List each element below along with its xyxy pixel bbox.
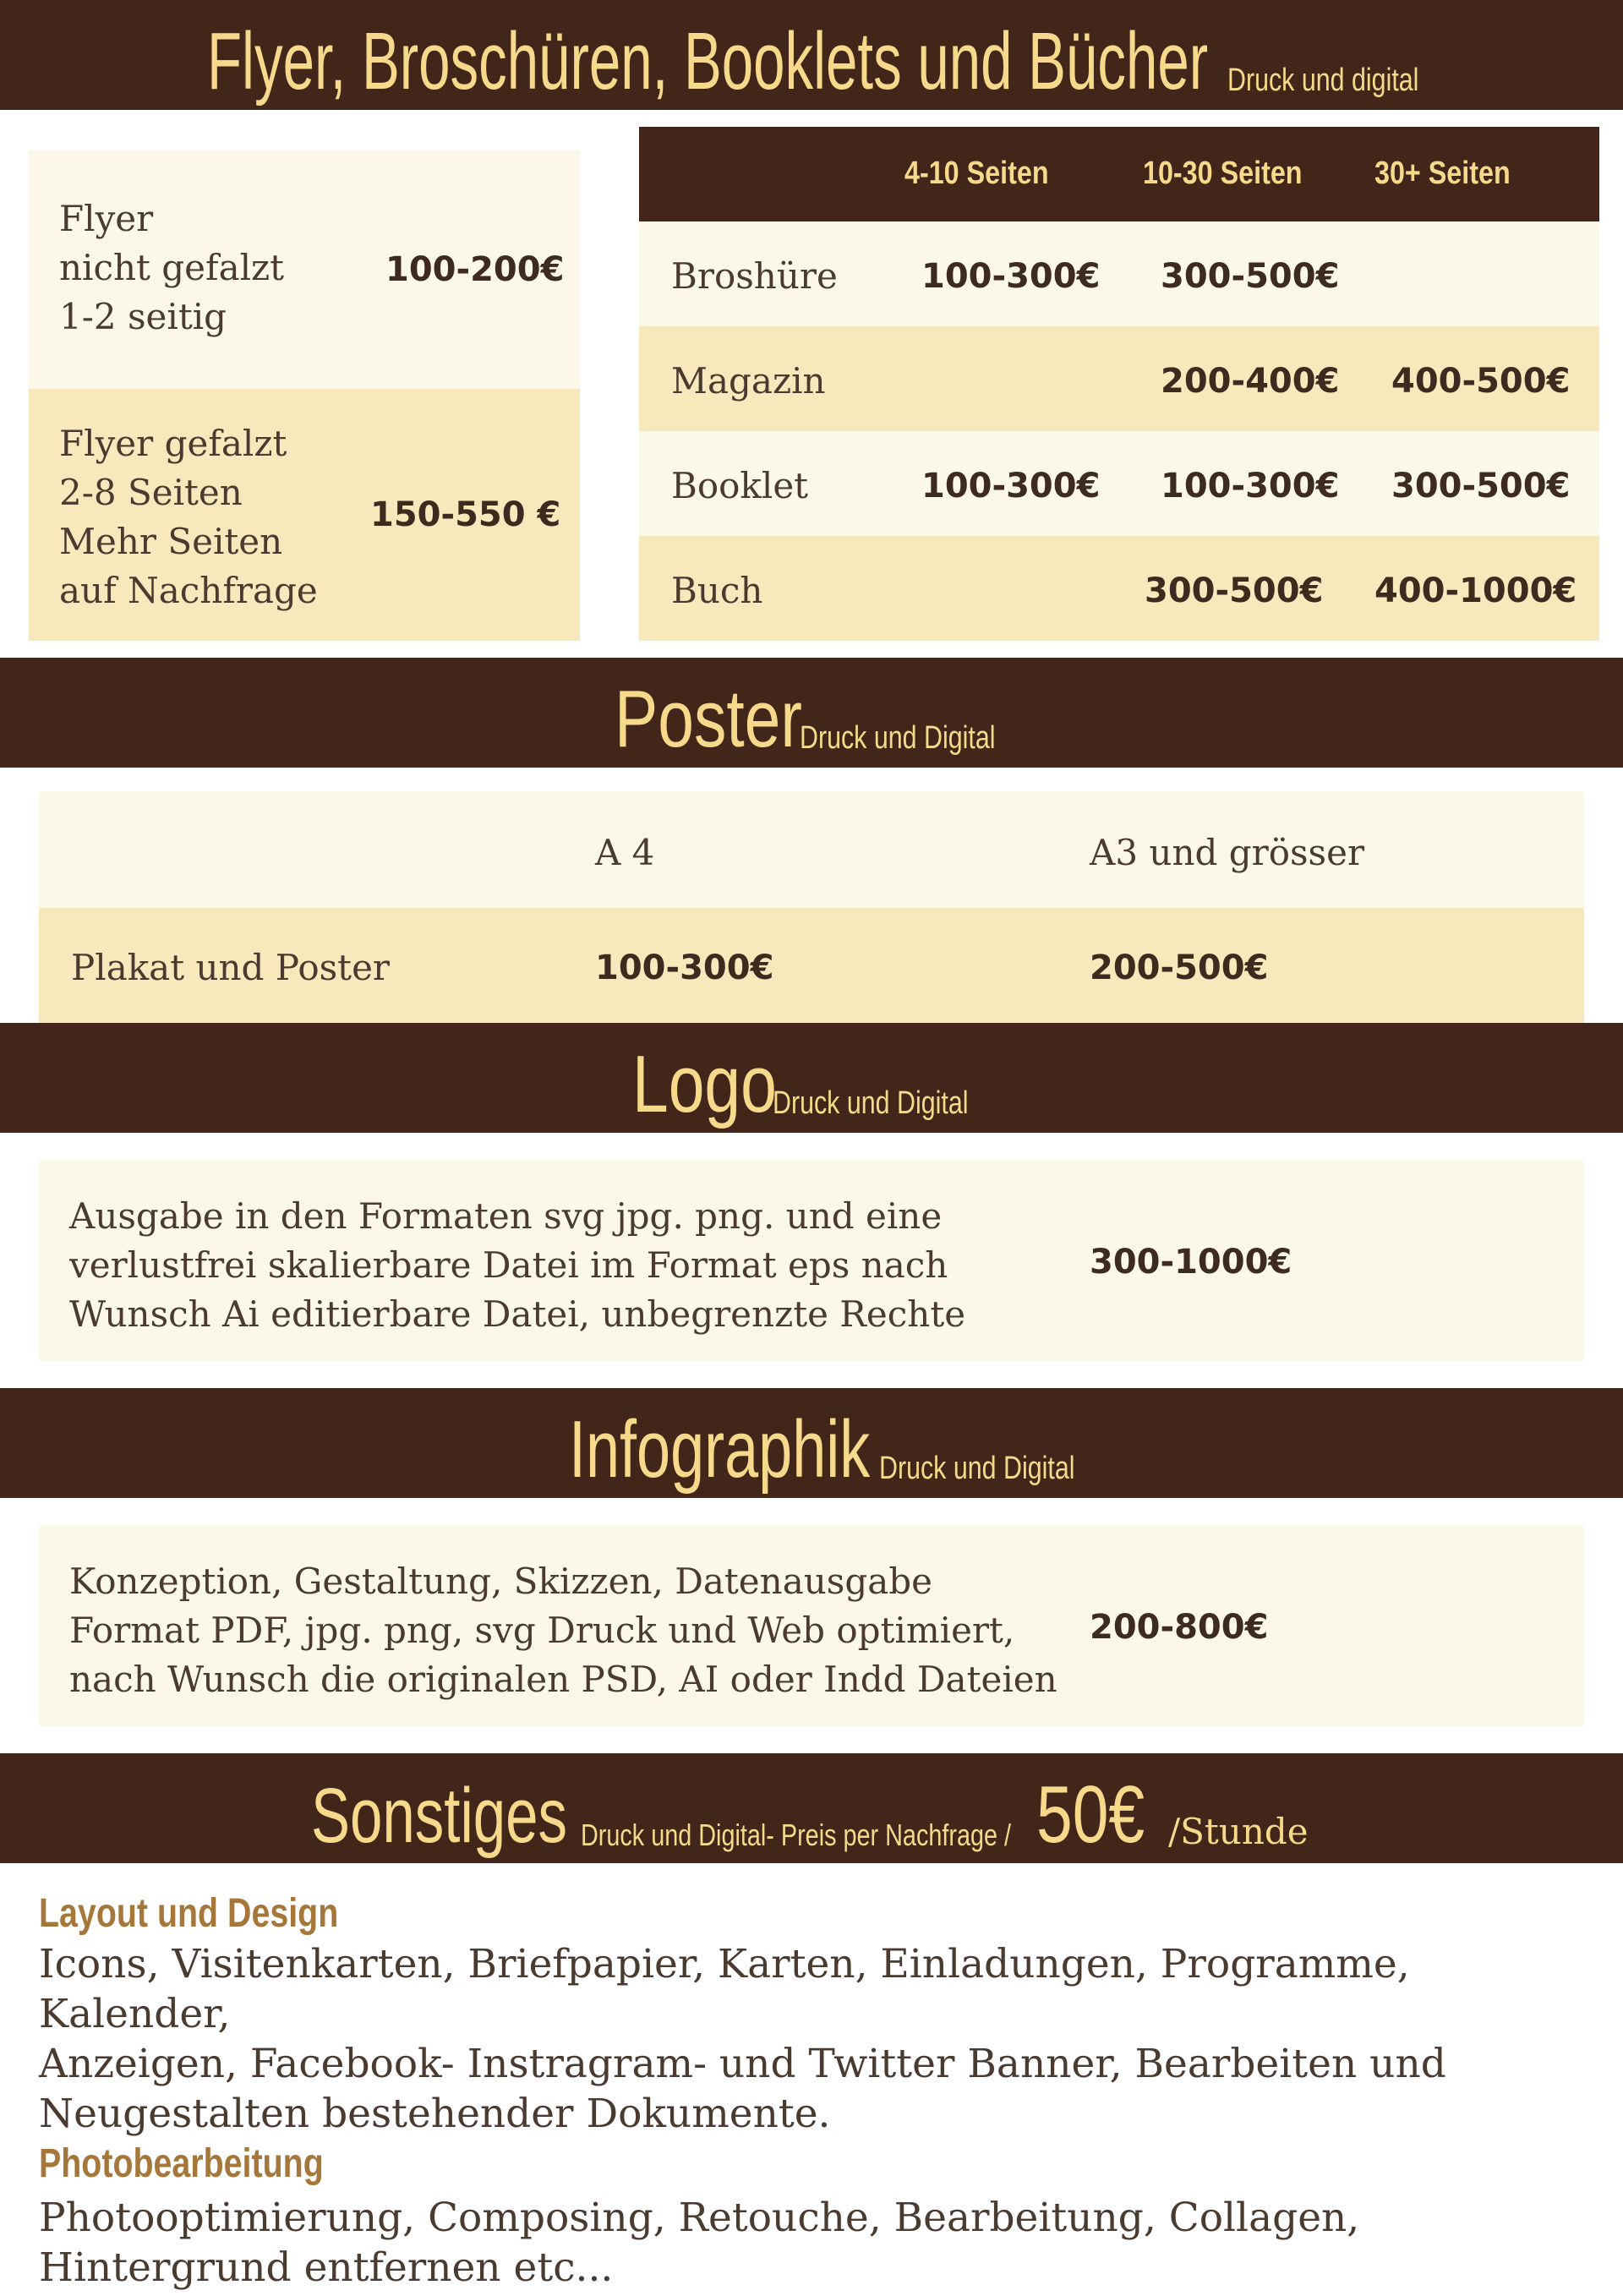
section-title: Logo bbox=[632, 1039, 777, 1129]
flyer-line: Mehr Seiten bbox=[59, 521, 283, 562]
flyer-price: 100-200€ bbox=[385, 250, 565, 289]
poster-price-a3: 200-500€ bbox=[1090, 948, 1269, 987]
logo-line: verlustfrei skalierbare Datei im Format eps nach bbox=[69, 1244, 948, 1286]
info-box bbox=[39, 1525, 1584, 1726]
cell-c2: 300-500€ bbox=[1161, 257, 1340, 296]
table-row bbox=[639, 221, 1599, 326]
flyer-price: 150-550 € bbox=[370, 495, 561, 534]
poster-row-label: Plakat und Poster bbox=[71, 947, 390, 988]
poster-col-a4: A 4 bbox=[595, 832, 655, 873]
section-subtitle: Druck und digital bbox=[1227, 63, 1419, 98]
poster-price-a4: 100-300€ bbox=[595, 948, 774, 987]
flyer-line: Flyer bbox=[59, 198, 154, 239]
header-10-30: 10-30 Seiten bbox=[1143, 156, 1303, 191]
book-table bbox=[639, 127, 1599, 641]
flyer-row-1 bbox=[29, 150, 580, 389]
hourly-rate-unit: /Stunde bbox=[1168, 1811, 1309, 1852]
row-label: Broshüre bbox=[671, 255, 838, 297]
section-header-sonstiges bbox=[0, 1753, 1623, 1863]
section-title: Poster bbox=[615, 674, 802, 764]
logo-box bbox=[39, 1160, 1584, 1361]
misc-heading-layout: Layout und Design bbox=[39, 1891, 339, 1936]
misc-line: Hintergrund entfernen etc... bbox=[39, 2244, 614, 2291]
row-label: Booklet bbox=[671, 465, 809, 506]
cell-c1: 100-300€ bbox=[921, 257, 1101, 296]
section-subtitle: Druck und Digital bbox=[800, 720, 996, 756]
section-header-logo bbox=[0, 1023, 1623, 1133]
logo-line: Ausgabe in den Formaten svg jpg. png. und eine bbox=[69, 1195, 943, 1237]
flyer-line: 1-2 seitig bbox=[59, 296, 227, 337]
section-subtitle: Druck und Digital- Preis per Nachfrage / bbox=[581, 1818, 1012, 1852]
cell-c2: 200-400€ bbox=[1161, 362, 1340, 401]
cell-c3: 400-1000€ bbox=[1374, 571, 1577, 610]
section-header-poster bbox=[0, 658, 1623, 768]
misc-section bbox=[39, 1890, 1603, 2293]
flyer-line: 2-8 Seiten bbox=[59, 472, 243, 513]
section-subtitle: Druck und Digital bbox=[879, 1451, 1075, 1486]
section-title: Sonstiges bbox=[311, 1773, 568, 1859]
misc-line: Neugestalten bestehender Dokumente. bbox=[39, 2091, 831, 2137]
flyer-line: nicht gefalzt bbox=[59, 247, 285, 288]
cell-c2: 100-300€ bbox=[1161, 467, 1340, 506]
header-30plus: 30+ Seiten bbox=[1374, 156, 1511, 191]
header-4-10: 4-10 Seiten bbox=[904, 156, 1049, 191]
misc-heading-photo: Photobearbeitung bbox=[39, 2141, 324, 2186]
cell-c1: 100-300€ bbox=[921, 467, 1101, 506]
info-line: Konzeption, Gestaltung, Skizzen, Datenausgabe bbox=[69, 1561, 933, 1602]
hourly-rate: 50€ bbox=[1036, 1769, 1145, 1860]
logo-price: 300-1000€ bbox=[1090, 1243, 1292, 1282]
logo-line: Wunsch Ai editierbare Datei, unbegrenzte Rechte bbox=[69, 1293, 966, 1335]
flyer-row-2 bbox=[29, 389, 580, 641]
cell-c2: 300-500€ bbox=[1145, 571, 1324, 610]
info-line: Format PDF, jpg. png, svg Druck und Web optimiert, bbox=[69, 1610, 1015, 1651]
info-line: nach Wunsch die originalen PSD, AI oder Indd Dateien bbox=[69, 1659, 1057, 1700]
section-title: Infographik bbox=[569, 1404, 871, 1495]
poster-header-row bbox=[39, 791, 1584, 908]
cell-c3: 300-500€ bbox=[1391, 467, 1571, 506]
misc-line: Photooptimierung, Composing, Retouche, Bearbeitung, Collagen, bbox=[39, 2195, 1360, 2241]
flyer-line: auf Nachfrage bbox=[59, 570, 318, 611]
row-label: Buch bbox=[671, 570, 763, 611]
poster-col-a3: A3 und grösser bbox=[1090, 832, 1365, 873]
book-table-header bbox=[639, 127, 1599, 221]
flyer-line: Flyer gefalzt bbox=[59, 423, 287, 464]
misc-line: Icons, Visitenkarten, Briefpapier, Karten, Einladungen, Programme, Kalender, bbox=[39, 1941, 1410, 2037]
section-header-infographik bbox=[0, 1388, 1623, 1498]
poster-row bbox=[39, 908, 1584, 1023]
misc-line: Anzeigen, Facebook- Instragram- und Twitter Banner, Bearbeiten und bbox=[39, 2041, 1446, 2087]
table-row bbox=[639, 326, 1599, 431]
cell-c3: 400-500€ bbox=[1391, 362, 1571, 401]
row-label: Magazin bbox=[671, 360, 826, 402]
section-subtitle: Druck und Digital bbox=[773, 1085, 969, 1121]
info-price: 200-800€ bbox=[1090, 1608, 1269, 1647]
table-row bbox=[639, 536, 1599, 641]
table-row bbox=[639, 431, 1599, 536]
section-title: Flyer, Broschüren, Booklets und Bücher bbox=[207, 16, 1209, 107]
section-header-flyer bbox=[0, 0, 1623, 110]
